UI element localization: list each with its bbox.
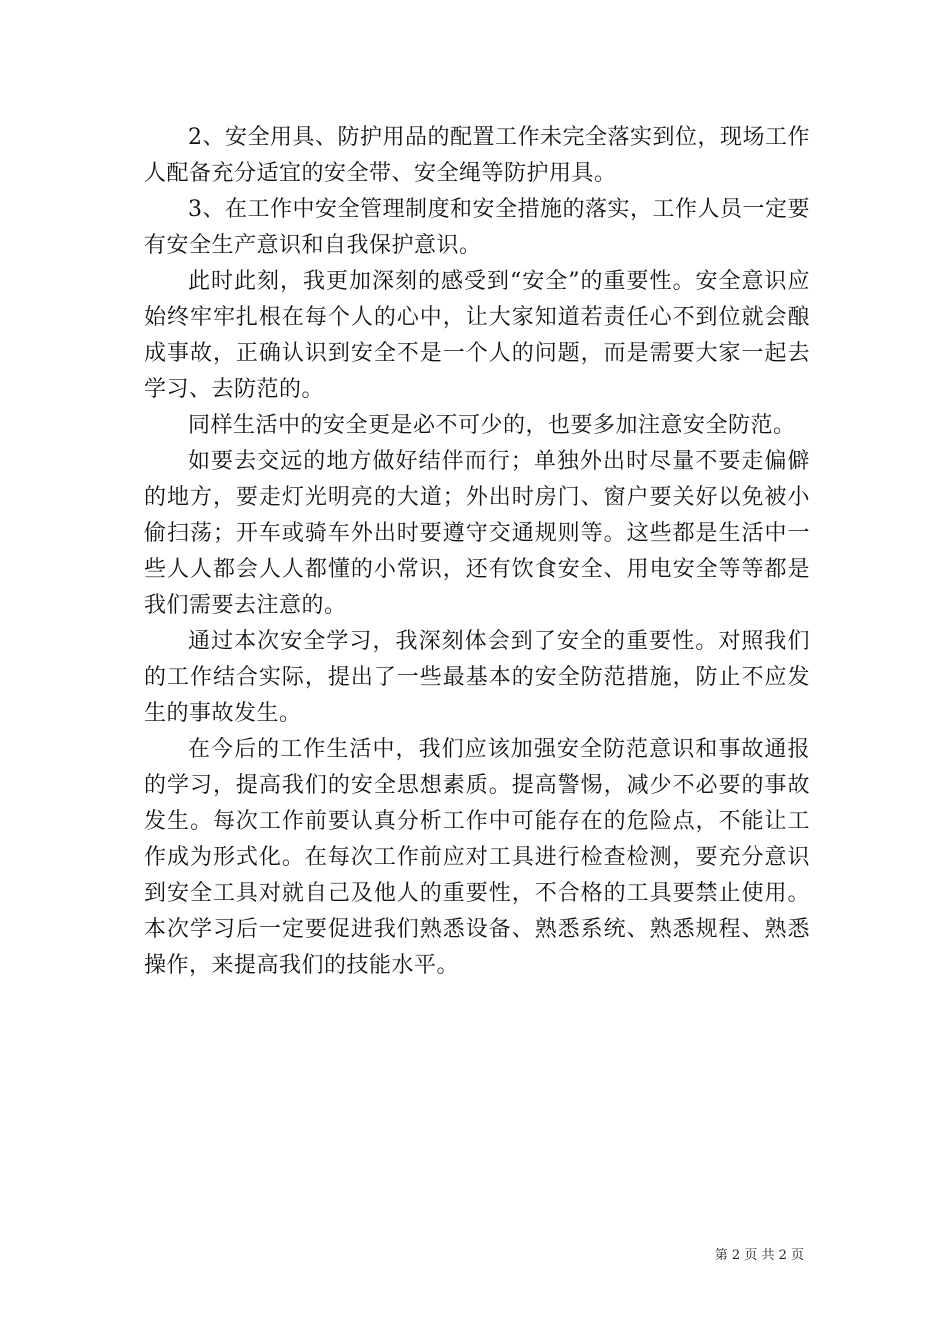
paragraph-item-3: 3、在工作中安全管理制度和安全措施的落实，工作人员一定要有安全生产意识和自我保护意识。 [144, 197, 810, 258]
paragraph-item-2: 2、安全用具、防护用品的配置工作未完全落实到位，现场工作人配备充分适宜的安全带、安全绳等防护用具。 [144, 125, 810, 186]
page-number-footer: 第 2 页 共 2 页 [714, 1248, 804, 1263]
paragraph-safety-tips: 如要去交远的地方做好结伴而行；单独外出时尽量不要走偏僻的地方，要走灯光明亮的大道；外出时房门、窗户要关好以免被小偷扫荡；开车或骑车外出时要遵守交通规则等。这些都是生活中一些人人都会人人都懂的小常识，还有饮食安全、用电安全等等都是我们需要去注意的。 [144, 449, 810, 618]
paragraph-future-work: 在今后的工作生活中，我们应该加强安全防范意识和事故通报的学习，提高我们的安全思想素质。提高警惕，减少不必要的事故发生。每次工作前要认真分析工作中可能存在的危险点，不能让工作成为形式化。在每次工作前应对工具进行检查检测，要充分意识到安全工具对就自己及他人的重要性，不合格的工具要禁止使用。本次学习后一定要促进我们熟悉设备、熟悉系统、熟悉规程、熟悉操作，来提高我们的技能水平。 [144, 737, 810, 978]
paragraph-study-summary: 通过本次安全学习，我深刻体会到了安全的重要性。对照我们的工作结合实际，提出了一些最基本的安全防范措施，防止不应发生的事故发生。 [144, 629, 810, 726]
paragraph-safety-awareness: 此时此刻，我更加深刻的感受到“安全”的重要性。安全意识应始终牢牢扎根在每个人的心中，让大家知道若责任心不到位就会酿成事故，正确认识到安全不是一个人的问题，而是需要大家一起去学习、去防范的。 [144, 269, 810, 402]
paragraph-life-safety: 同样生活中的安全更是必不可少的，也要多加注意安全防范。 [188, 413, 796, 438]
document-body [144, 120, 810, 984]
